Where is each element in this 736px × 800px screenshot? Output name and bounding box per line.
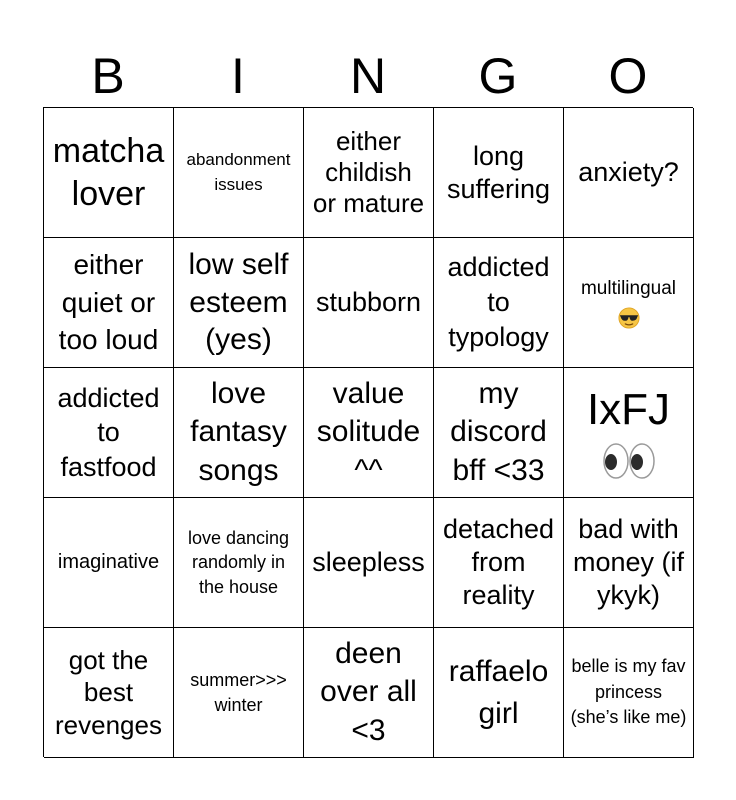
cell-label: long suffering	[446, 140, 551, 204]
cell-label: addicted to fastfood	[57, 382, 160, 482]
header-letter-n: N	[349, 48, 387, 104]
cell-label: abandonment issues	[186, 150, 291, 194]
bingo-cell-17[interactable]	[174, 498, 304, 628]
bingo-cell-15[interactable]	[564, 368, 694, 498]
bingo-cell-1[interactable]	[44, 108, 174, 238]
cell-label: my discord bff <33	[450, 377, 547, 487]
cell-label: belle is my fav princess (she’s like me)	[570, 656, 687, 728]
cell-label: either childish or mature	[312, 125, 425, 219]
cell-label: imaginative	[57, 551, 160, 573]
cell-label: IxFJ	[586, 385, 671, 435]
header-letter-g: G	[478, 48, 518, 104]
cell-label: low self esteem (yes)	[188, 248, 289, 357]
bingo-cell-19[interactable]	[434, 498, 564, 628]
bingo-cell-22[interactable]	[174, 628, 304, 758]
bingo-cell-18[interactable]	[304, 498, 434, 628]
cell-label: matcha lover	[52, 132, 165, 213]
cell-label: bad with money (if ykyk)	[572, 514, 685, 610]
bingo-cell-21[interactable]	[44, 628, 174, 758]
bingo-cell-2[interactable]	[174, 108, 304, 238]
bingo-cell-24[interactable]	[434, 628, 564, 758]
bingo-cell-12[interactable]	[174, 368, 304, 498]
cell-label: value solitude ^^	[316, 377, 421, 487]
header-letter-i: I	[231, 48, 245, 104]
bingo-cell-8[interactable]	[304, 238, 434, 368]
sunglasses-face-emoji-icon	[616, 307, 642, 329]
cell-label: raffaelo girl	[448, 655, 549, 730]
cell-label: sleepless	[312, 547, 425, 578]
bingo-cell-3[interactable]	[304, 108, 434, 238]
bingo-cell-20[interactable]	[564, 498, 694, 628]
bingo-cell-5[interactable]	[564, 108, 694, 238]
bingo-header	[43, 46, 693, 106]
bingo-cell-9[interactable]	[434, 238, 564, 368]
bingo-cell-4[interactable]	[434, 108, 564, 238]
bingo-cell-14[interactable]	[434, 368, 564, 498]
bingo-cell-25[interactable]	[564, 628, 694, 758]
cell-label: love dancing randomly in the house	[187, 528, 290, 597]
header-letter-o: O	[608, 48, 648, 104]
bingo-grid	[43, 107, 693, 757]
bingo-cell-13[interactable]	[304, 368, 434, 498]
bingo-cell-7[interactable]	[174, 238, 304, 368]
header-letter-b: B	[91, 48, 125, 104]
cell-label: stubborn	[315, 287, 422, 318]
bingo-cell-10[interactable]	[564, 238, 694, 368]
bingo-cell-6[interactable]	[44, 238, 174, 368]
cell-label: detached from reality	[442, 514, 555, 610]
bingo-cell-11[interactable]	[44, 368, 174, 498]
cell-label: got the best revenges	[55, 644, 162, 740]
eyes-emoji-icon	[601, 441, 657, 481]
bingo-cell-16[interactable]	[44, 498, 174, 628]
cell-label: either quiet or too loud	[58, 248, 159, 356]
cell-label: multilingual	[580, 278, 677, 300]
cell-label: addicted to typology	[447, 251, 550, 353]
bingo-cell-23[interactable]	[304, 628, 434, 758]
cell-label: deen over all <3	[320, 637, 417, 747]
cell-label: summer>>> winter	[190, 670, 287, 715]
cell-label: love fantasy songs	[190, 377, 287, 487]
cell-label: anxiety?	[578, 157, 679, 188]
